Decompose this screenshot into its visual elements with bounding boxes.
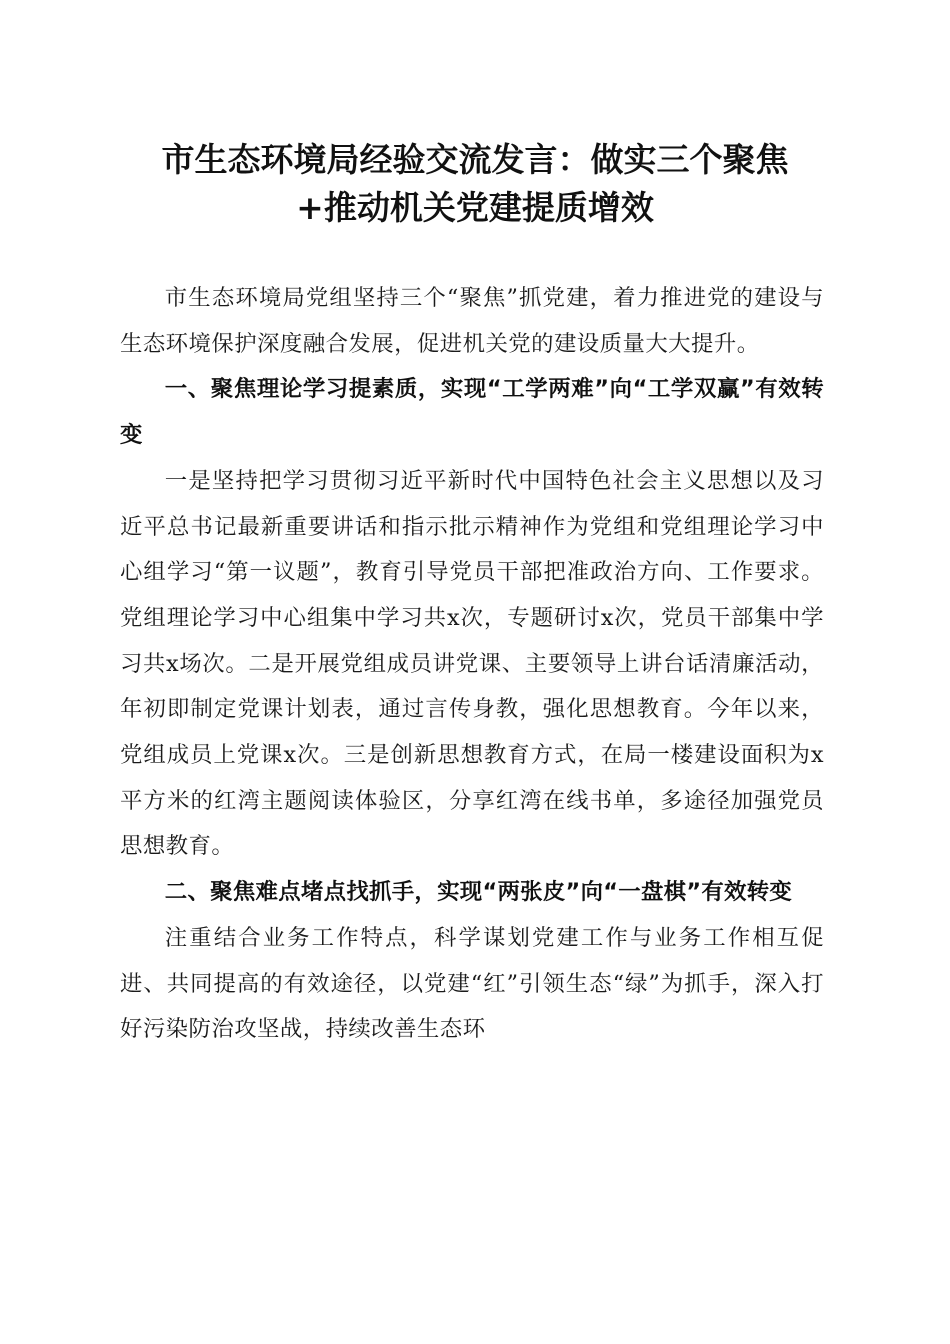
title-line-2: +推动机关党建提质增效 bbox=[296, 188, 654, 227]
document-body bbox=[120, 276, 824, 1053]
title-line-1: 市生态环境局经验交流发言：做实三个聚焦 bbox=[161, 140, 789, 179]
section-2-paragraph: 注重结合业务工作特点，科学谋划党建工作与业务工作相互促进、共同提高的有效途径，以党建“红”引领生态“绿”为抓手，深入打好污染防治攻坚战，持续改善生态环 bbox=[120, 924, 824, 1043]
section-2-heading: 二、聚焦难点堵点找抓手，实现“两张皮”向“一盘棋”有效转变 bbox=[164, 879, 793, 906]
document-title bbox=[100, 136, 850, 232]
section-1-heading: 一、聚焦理论学习提素质，实现“工学两难”向“工学双赢”有效转变 bbox=[120, 376, 824, 449]
intro-paragraph: 市生态环境局党组坚持三个“聚焦”抓党建，着力推进党的建设与生态环境保护深度融合发展，促进机关党的建设质量大大提升。 bbox=[120, 285, 824, 357]
section-1-paragraph: 一是坚持把学习贯彻习近平新时代中国特色社会主义思想以及习近平总书记最新重要讲话和指示批示精神作为党组和党组理论学习中心组学习“第一议题”，教育引导党员干部把准政治方向、工作要求。党组理论学习中心组集中学习共x次，专题研讨x次，党员干部集中学习共x场次。二是开展党组成员讲党课、主要领导上讲台话清廉活动，年初即制定党课计划表，通过言传身教，强化思想教育。今年以来，党组成员上党课x次。三是创新思想教育方式，在局一楼建设面积为x平方米的红湾主题阅读体验区，分享红湾在线书单，多途径加强党员思想教育。 bbox=[120, 467, 824, 860]
